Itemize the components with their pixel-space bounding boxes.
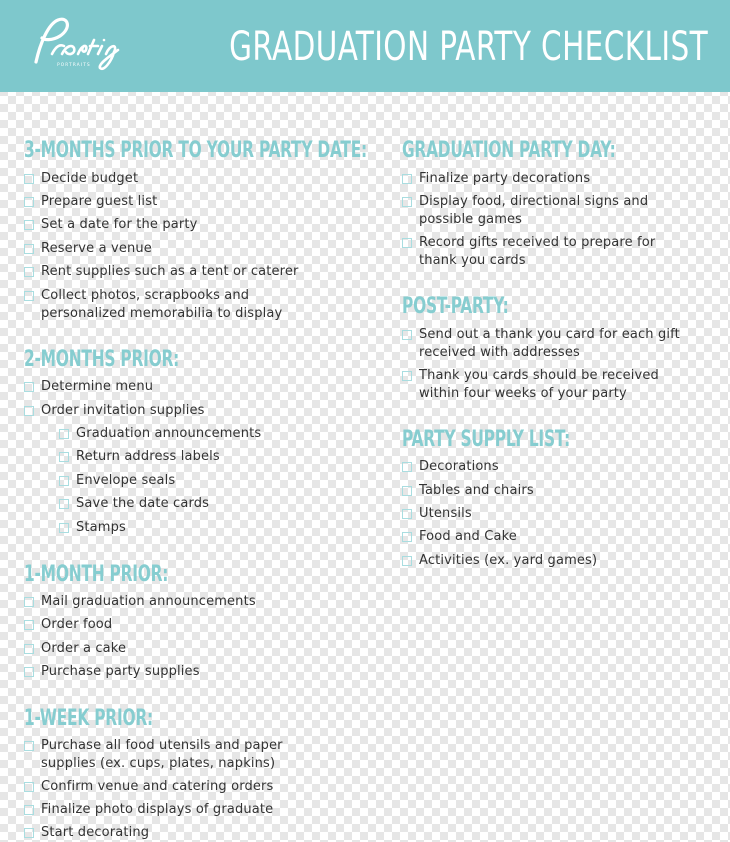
checkbox-icon[interactable] (24, 644, 34, 654)
checklist-item[interactable]: Send out a thank you card for each gift received with addresses (402, 326, 682, 362)
checkbox-icon[interactable] (59, 499, 69, 509)
checkbox-icon[interactable] (24, 620, 34, 630)
checkbox-icon[interactable] (24, 782, 34, 792)
section-title-post-party: POST-PARTY: (402, 294, 509, 319)
checklist-item[interactable]: Collect photos, scrapbooks and personalized memorabilia to display (24, 287, 324, 323)
checkbox-icon[interactable] (24, 828, 34, 838)
checkbox-icon[interactable] (24, 406, 34, 416)
section-title-supply-list: PARTY SUPPLY LIST: (402, 427, 571, 452)
checklist-item[interactable]: Decorations (402, 458, 499, 476)
logo-tagline: PORTRAITS (57, 62, 91, 67)
checkbox-icon[interactable] (402, 486, 412, 496)
section-title-2-months: 2-MONTHS PRIOR: (24, 347, 180, 372)
checkbox-icon[interactable] (24, 220, 34, 230)
checkbox-icon[interactable] (402, 509, 412, 519)
checkbox-icon[interactable] (24, 741, 34, 751)
checklist-item[interactable]: Order food (24, 616, 112, 634)
checkbox-icon[interactable] (24, 291, 34, 301)
checkbox-icon[interactable] (402, 174, 412, 184)
checklist-item[interactable]: Order a cake (24, 640, 126, 658)
checkbox-icon[interactable] (59, 429, 69, 439)
checklist-item[interactable]: Reserve a venue (24, 240, 152, 258)
checkbox-icon[interactable] (24, 667, 34, 677)
checkbox-icon[interactable] (402, 532, 412, 542)
checkbox-icon[interactable] (402, 556, 412, 566)
checkbox-icon[interactable] (24, 244, 34, 254)
checklist-item[interactable]: Decide budget (24, 170, 138, 188)
prestige-logo-icon (22, 10, 122, 80)
section-title-party-day: GRADUATION PARTY DAY: (402, 138, 616, 163)
checkbox-icon[interactable] (59, 523, 69, 533)
checklist-item[interactable]: Tables and chairs (402, 482, 534, 500)
checklist-subitem[interactable]: Envelope seals (59, 472, 175, 490)
checklist-item[interactable]: Utensils (402, 505, 472, 523)
checklist-item[interactable]: Order invitation supplies (24, 402, 205, 420)
checklist-item[interactable]: Finalize photo displays of graduate (24, 801, 273, 819)
section-title-1-week: 1-WEEK PRIOR: (24, 706, 153, 731)
checklist-item[interactable]: Thank you cards should be received within four weeks of your party (402, 367, 697, 403)
page-title: GRADUATION PARTY CHECKLIST (229, 24, 708, 70)
checkbox-icon[interactable] (402, 330, 412, 340)
checkbox-icon[interactable] (59, 476, 69, 486)
checklist-item[interactable]: Food and Cake (402, 528, 517, 546)
checkbox-icon[interactable] (59, 452, 69, 462)
checklist-item[interactable]: Mail graduation announcements (24, 593, 256, 611)
header-banner (0, 0, 730, 92)
checkbox-icon[interactable] (24, 197, 34, 207)
checklist-item[interactable]: Determine menu (24, 378, 153, 396)
checkbox-icon[interactable] (402, 371, 412, 381)
checklist-item[interactable]: Purchase all food utensils and paper supplies (ex. cups, plates, napkins) (24, 737, 329, 773)
checklist-subitem[interactable]: Save the date cards (59, 495, 209, 513)
checklist-subitem[interactable]: Return address labels (59, 448, 220, 466)
checklist-item[interactable]: Finalize party decorations (402, 170, 590, 188)
checkbox-icon[interactable] (24, 267, 34, 277)
checkbox-icon[interactable] (24, 805, 34, 815)
checklist-item[interactable]: Display food, directional signs and possible games (402, 193, 700, 229)
checklist-item[interactable]: Confirm venue and catering orders (24, 778, 273, 796)
checkbox-icon[interactable] (402, 462, 412, 472)
checklist-item[interactable]: Start decorating (24, 824, 149, 842)
checklist-subitem[interactable]: Graduation announcements (59, 425, 261, 443)
checklist-item[interactable]: Prepare guest list (24, 193, 157, 211)
checklist-item[interactable]: Purchase party supplies (24, 663, 200, 681)
checkbox-icon[interactable] (24, 597, 34, 607)
checklist-subitem[interactable]: Stamps (59, 519, 126, 537)
checklist-item[interactable]: Record gifts received to prepare for thank you cards (402, 234, 692, 270)
checkbox-icon[interactable] (24, 174, 34, 184)
section-title-3-months: 3-MONTHS PRIOR TO YOUR PARTY DATE: (24, 138, 367, 163)
checklist-item[interactable]: Rent supplies such as a tent or caterer (24, 263, 299, 281)
checkbox-icon[interactable] (402, 197, 412, 207)
checkbox-icon[interactable] (24, 382, 34, 392)
section-title-1-month: 1-MONTH PRIOR: (24, 562, 169, 587)
checkbox-icon[interactable] (402, 238, 412, 248)
checklist-item[interactable]: Activities (ex. yard games) (402, 552, 597, 570)
checklist-item[interactable]: Set a date for the party (24, 216, 197, 234)
